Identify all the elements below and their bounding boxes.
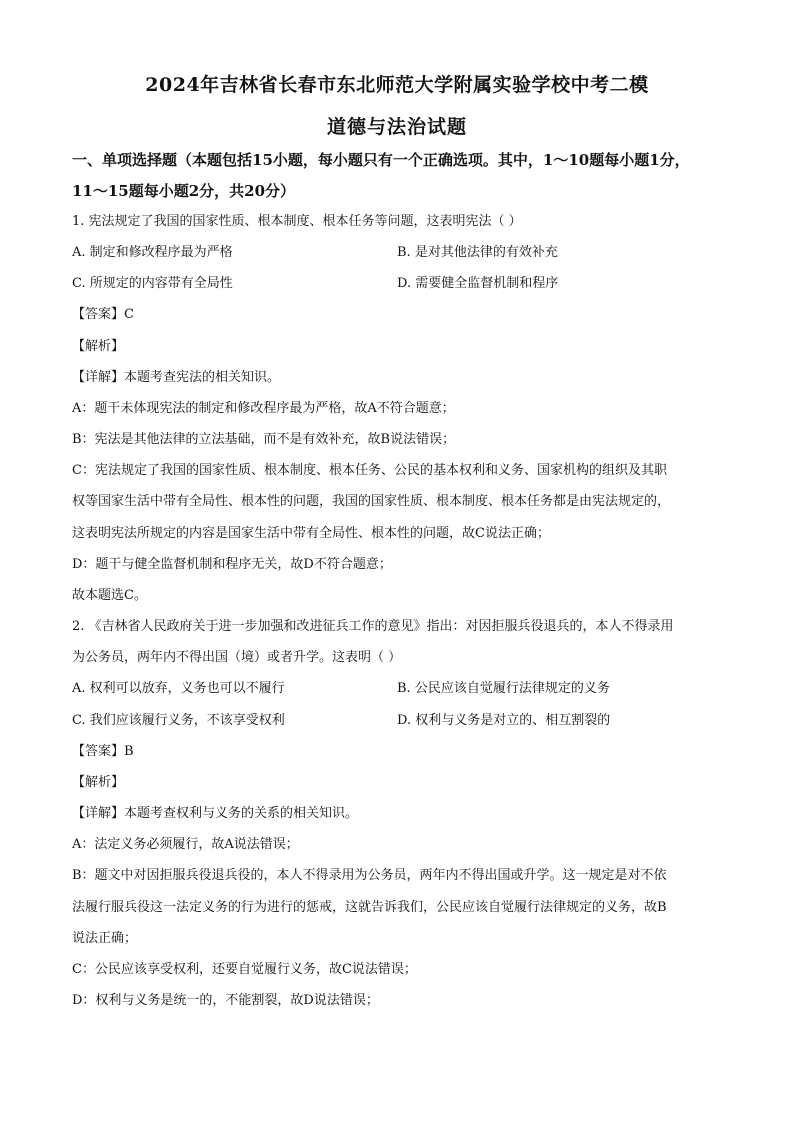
q1-explain-a: A：题干未体现宪法的制定和修改程序最为严格，故A不符合题意； (72, 401, 455, 416)
q1-option-a: A. 制定和修改程序最为严格 (72, 245, 233, 260)
q1-answer: 【答案】C (72, 307, 134, 322)
q1-explain-c-3: 这表明宪法所规定的内容是国家生活中带有全局性、根本性的问题，故C说法正确； (72, 526, 550, 541)
section-heading-line-2: 11～15题每小题2分，共20分） (72, 182, 296, 200)
q1-detail: 【详解】本题考查宪法的相关知识。 (72, 370, 281, 385)
q1-explain-c-1: C：宪法规定了我国的国家性质、根本制度、根本任务、公民的基本权利和义务、国家机构的组织及其职 (72, 463, 667, 478)
q2-option-c: C. 我们应该履行义务，不该享受权利 (72, 713, 285, 728)
q1-option-c: C. 所规定的内容带有全局性 (72, 276, 233, 291)
q2-analysis-label: 【解析】 (72, 775, 125, 790)
q1-conclusion: 故本题选C。 (72, 588, 147, 603)
q2-explain-d: D：权利与义务是统一的，不能割裂，故D说法错误； (72, 993, 379, 1008)
q2-detail: 【详解】本题考查权利与义务的关系的相关知识。 (72, 806, 359, 821)
q2-option-a: A. 权利可以放弃，义务也可以不履行 (72, 681, 285, 696)
q2-explain-b-3: 说法正确； (72, 931, 138, 946)
q2-stem-line-2: 为公务员，两年内不得出国（境）或者升学。这表明（ ） (72, 650, 402, 665)
q1-option-d: D. 需要健全监督机制和程序 (397, 276, 559, 291)
q2-answer: 【答案】B (72, 744, 134, 759)
section-heading-line-1: 一、单项选择题（本题包括15小题，每小题只有一个正确选项。其中，1～10题每小题1分， (72, 151, 690, 169)
q2-option-d: D. 权利与义务是对立的、相互割裂的 (397, 713, 611, 728)
q2-explain-c: C：公民应该享受权利，还要自觉履行义务，故C说法错误； (72, 962, 417, 977)
q1-option-b: B. 是对其他法律的有效补充 (397, 245, 558, 260)
q2-explain-b-1: B：题文中对因拒服兵役退兵役的，本人不得录用为公务员，两年内不得出国或升学。这一规定是对不依 (72, 868, 667, 883)
q2-explain-b-2: 法履行服兵役这一法定义务的行为进行的惩戒，这就告诉我们，公民应该自觉履行法律规定的义务，故B (72, 900, 667, 915)
q2-explain-a: A：法定义务必须履行，故A说法错误； (72, 837, 299, 852)
q1-analysis-label: 【解析】 (72, 339, 125, 354)
document-title: 2024年吉林省长春市东北师范大学附属实验学校中考二模 (145, 74, 649, 96)
q1-stem: 1. 宪法规定了我国的国家性质、根本制度、根本任务等问题，这表明宪法（ ） (72, 214, 522, 229)
q1-explain-b: B：宪法是其他法律的立法基础，而不是有效补充，故B说法错误； (72, 432, 456, 447)
q1-explain-d: D：题干与健全监督机制和程序无关，故D不符合题意； (72, 557, 392, 572)
q2-option-b: B. 公民应该自觉履行法律规定的义务 (397, 681, 610, 696)
q1-explain-c-2: 权等国家生活中带有全局性、根本性的问题，我国的国家性质、根本制度、根本任务都是由宪法规定的， (72, 494, 671, 509)
document-subtitle: 道德与法治试题 (326, 116, 467, 138)
q2-stem-line-1: 2. 《吉林省人民政府关于进一步加强和改进征兵工作的意见》指出：对因拒服兵役退兵的，本人不得录用 (72, 619, 674, 634)
